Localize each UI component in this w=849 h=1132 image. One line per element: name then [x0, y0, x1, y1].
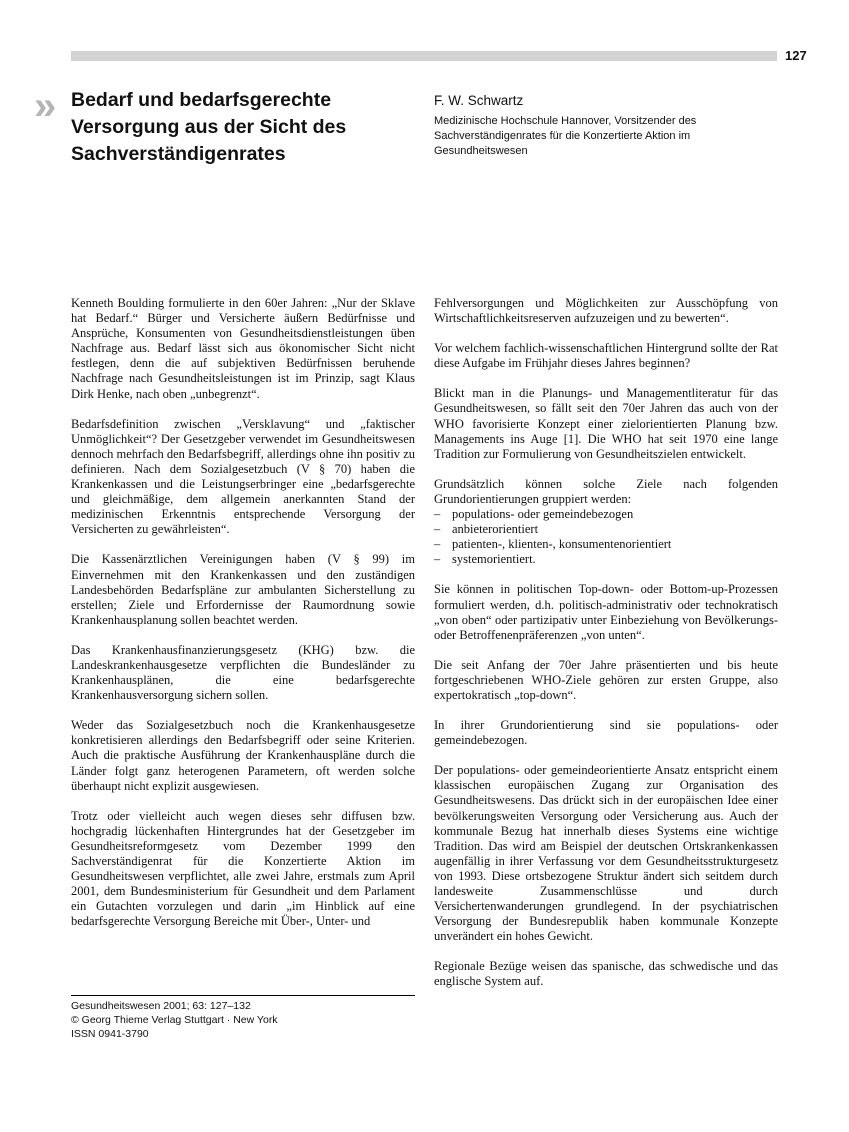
- paragraph: Regionale Bezüge weisen das spanische, das schwedische und das englische System auf.: [434, 959, 778, 989]
- list-item: – patienten-, klienten-, konsumentenorientiert: [434, 537, 778, 552]
- paragraph: In ihrer Grundorientierung sind sie populations- oder gemeindebezogen.: [434, 718, 778, 748]
- paragraph: Die Kassenärztlichen Vereinigungen haben (V § 99) im Einvernehmen mit den Krankenkassen und den zuständigen Landesbehörden Bedarfspläne zur ambulanten Sicherstellung zu erstellen; Ziele und Erfordernisse der Raumordnung sowie Krankenhausplanung sollen beachtet werden.: [71, 552, 415, 627]
- list-intro: Grundsätzlich können solche Ziele nach folgenden Grundorientierungen gruppiert werden:: [434, 476, 778, 506]
- article-title: Bedarf und bedarfsgerechte Versorgung aus der Sicht des Sachverständigenrates: [71, 89, 347, 165]
- paragraph: Sie können in politischen Top-down- oder Bottom-up-Prozessen formuliert werden, d.h. politisch-administrativ oder technokratisch „von oben“ oder partizipativ unter Einbeziehung von Bevölkerungs- oder Betroffenenpräferenzen „von unten“.: [434, 582, 778, 642]
- journal-citation: Gesundheitswesen 2001; 63: 127–132: [71, 1000, 251, 1012]
- paragraph: Fehlversorgungen und Möglichkeiten zur Ausschöpfung von Wirtschaftlichkeitsreserven aufzuzeigen und zu bewerten“.: [434, 296, 778, 326]
- publisher-line: © Georg Thieme Verlag Stuttgart · New York: [71, 1014, 278, 1026]
- citation-footer: [71, 995, 415, 1041]
- orientation-list-block: [434, 477, 778, 568]
- paragraph: Weder das Sozialgesetzbuch noch die Krankenhausgesetze konkretisieren allerdings den Bedarfsbegriff oder seine Kriterien. Auch die praktische Ausführung der Krankenhauspläne durch die Länder folgt ganz heterogenen Parametern, oft werden solche überhaupt nicht explizit ausgewiesen.: [71, 718, 415, 793]
- paragraph: Bedarfsdefinition zwischen „Versklavung“ und „faktischer Unmöglichkeit“? Der Gesetzgeber verwendet im Gesundheitswesen dennoch mehrfach den Bedarfsbegriff, allerdings ohne ihn positiv zu definieren. Nach dem Sozialgesetzbuch (V § 70) haben die Krankenkassen und die Leistungserbringer eine „bedarfsgerechte und gleichmäßige, dem allgemein anerkannten Stand der medizinischen Erkenntnis entsprechende Versorgung der Versicherten zu gewährleisten“.: [71, 416, 415, 537]
- page-number: 127: [785, 48, 807, 63]
- paragraph: Trotz oder vielleicht auch wegen dieses sehr diffusen bzw. hochgradig lückenhaften Hintergrundes hat der Gesetzgeber im Gesundheitsreformgesetz vom Dezember 1999 den Sachverständigenrat für die Konzertierte Aktion im Gesundheitswesen verpflichtet, alle zwei Jahre, erstmals zum April 2001, dem Bundesministerium für Gesundheit und dem Parlament ein Gutachten vorzulegen und darin „im Hinblick auf eine bedarfsgerechte Versorgung Bereiche mit Über-, Unter- und: [71, 808, 415, 929]
- quote-marker-icon: »: [34, 84, 54, 128]
- list-item: – populations- oder gemeindebezogen: [434, 507, 778, 522]
- paragraph: Blickt man in die Planungs- und Managementliteratur für das Gesundheitswesen, so fällt seit den 70er Jahren das auch von der WHO favorisierte Konzept einer zielorientierten Planung bzw. Managements ins Auge [1]. Die WHO hat seit 1970 eine lange Tradition zur Formulierung von Gesundheitszielen entwickelt.: [434, 386, 778, 461]
- right-column: [434, 296, 778, 1005]
- orientation-list: [434, 507, 778, 567]
- author-name: F. W. Schwartz: [434, 93, 524, 108]
- paragraph: Das Krankenhausfinanzierungsgesetz (KHG) bzw. die Landeskrankenhausgesetze verpflichten die Bundesländer zu Krankenhausplänen, die eine bedarfsgerechte Krankenhausversorgung sichern sollen.: [71, 642, 415, 703]
- issn-line: ISSN 0941-3790: [71, 1028, 149, 1040]
- paragraph: Kenneth Boulding formulierte in den 60er Jahren: „Nur der Sklave hat Bedarf.“ Bürger und Versicherte äußern Bedürfnisse und Ansprüche, Konsumenten von Gesundheitsdienstleistungen üben Nachfrage aus. Bedarf lässt sich aus ökonomischer Sicht nicht festlegen, denn die auf subjektiven Bedürfnissen beruhende Nachfrage nach Gesundheitsleistungen ist im Prinzip, sagt Klaus Dirk Henke, nach oben „unbegrenzt“.: [71, 296, 415, 401]
- paragraph: Vor welchem fachlich-wissenschaftlichen Hintergrund sollte der Rat diese Aufgabe im Frühjahr dieses Jahres beginnen?: [434, 341, 778, 371]
- paragraph: Die seit Anfang der 70er Jahre präsentierten und bis heute fortgeschriebenen WHO-Ziele gehören zur ersten Gruppe, also expertokratisch „top-down“.: [434, 657, 778, 702]
- list-item: – systemorientiert.: [434, 552, 778, 567]
- header-bar: [71, 51, 777, 61]
- left-column: [71, 296, 415, 944]
- paragraph: Der populations- oder gemeindeorientierte Ansatz entspricht einem klassischen europäischen Zugang zur Organisation des Gesundheitswesens. Das drückt sich in der europäischen Idee einer bevölkerungsweiten Versorgung oder Versicherung aus. Auch der kommunale Bezug hat innerhalb dieses Systems eine wichtige Tradition. Das wird am Beispiel der deutschen Ortskrankenkassen augenfällig in ihrer Verfassung vor dem Gesundheitsstrukturgesetz von 1993. Diese ortsbezogene Struktur ändert sich seitdem durch landesweite Zusammenschlüsse und durch Versichertenwanderungen grundlegend. In der psychiatrischen Versorgung der Bundesrepublik haben kommunale Konzepte unverändert ein hohes Gewicht.: [434, 763, 778, 944]
- author-affiliation: Medizinische Hochschule Hannover, Vorsitzender des Sachverständigenrates für die Konzertierte Aktion im Gesundheitswesen: [434, 115, 697, 157]
- list-item: – anbieterorientiert: [434, 522, 778, 537]
